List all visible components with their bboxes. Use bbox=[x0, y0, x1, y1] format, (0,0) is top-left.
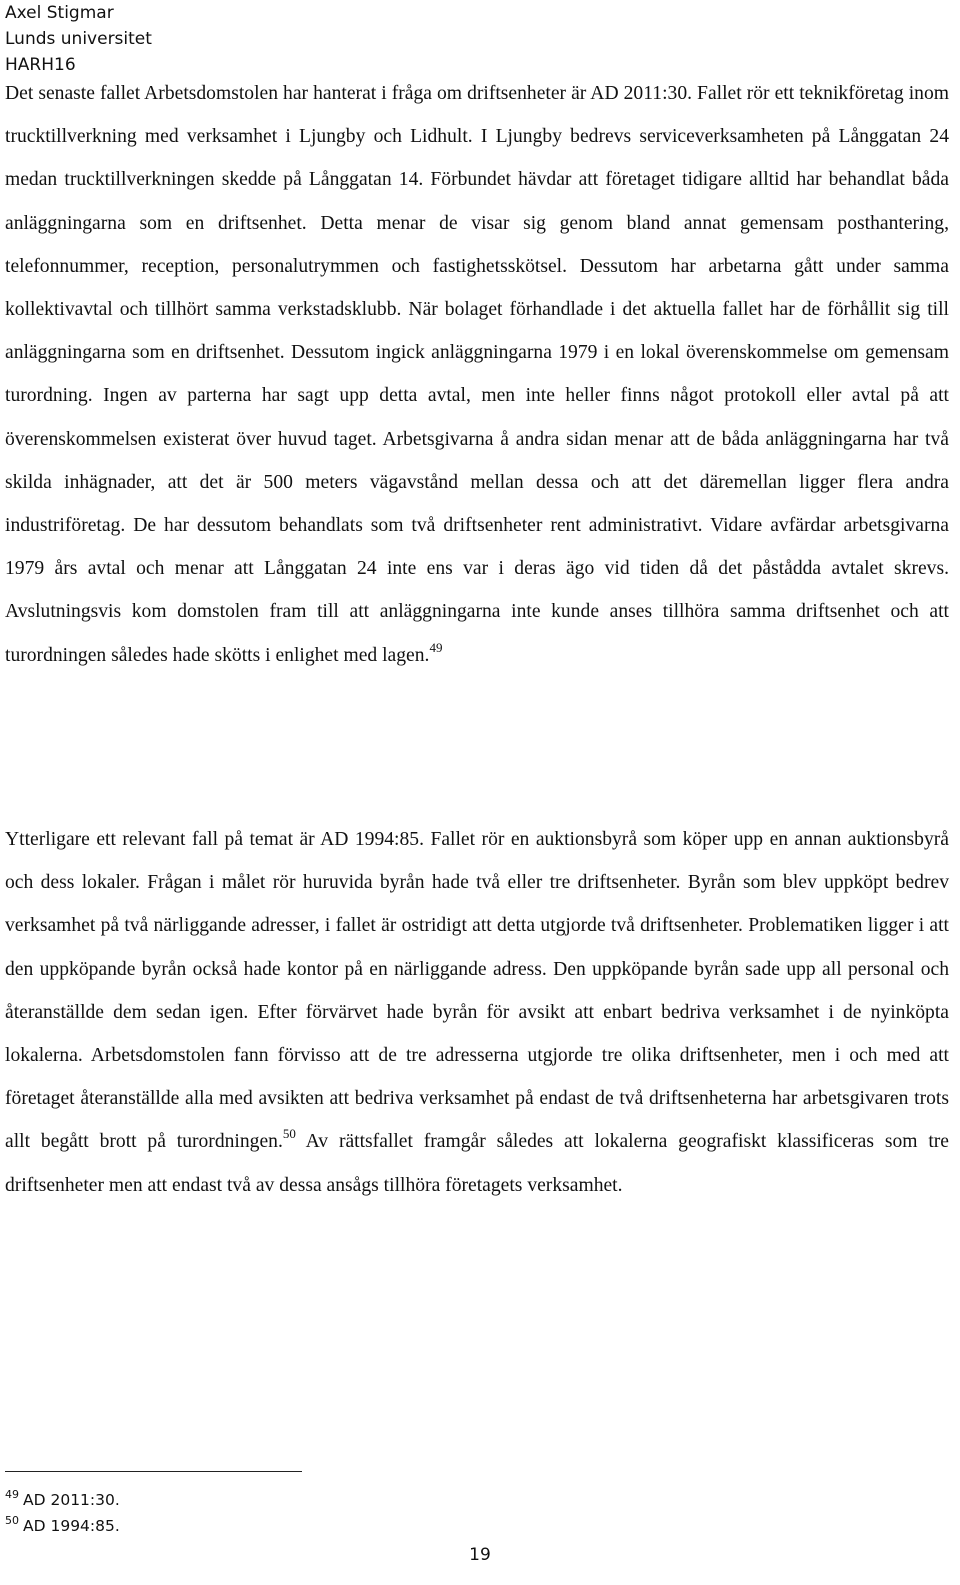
page-header bbox=[5, 0, 152, 78]
footnote-number: 49 bbox=[5, 1488, 19, 1501]
footnotes bbox=[5, 1487, 120, 1539]
header-university: Lunds universitet bbox=[5, 29, 152, 49]
footnote-text: AD 2011:30. bbox=[23, 1491, 120, 1509]
header-author: Axel Stigmar bbox=[5, 3, 114, 23]
page-number: 19 bbox=[469, 1545, 491, 1565]
footnote-item bbox=[5, 1513, 120, 1539]
footnote-reference[interactable]: 49 bbox=[429, 639, 443, 655]
footnote-item bbox=[5, 1487, 120, 1513]
paragraph-text-after: Av rättsfallet framgår således att lokalerna geografiskt klassificeras som tre driftsenheter men att endast två av dessa ansågs tillhöra företagets verksamhet. bbox=[5, 1131, 949, 1196]
footnote-reference[interactable]: 50 bbox=[282, 1126, 296, 1142]
footnote-separator bbox=[5, 1471, 302, 1472]
footnote-text: AD 1994:85. bbox=[23, 1517, 120, 1535]
paragraph-text: Det senaste fallet Arbetsdomstolen har hanterat i fråga om driftsenheter är AD 2011:30. Fallet rör ett teknikföretag inom trucktillverkning med verksamhet i Ljungby och Lidhult. I Ljungby bedrevs serviceverksamheten på Långgatan 24 medan trucktillverkningen skedde på Långgatan 14. Förbundet hävdar att företaget tidigare alltid har behandlat båda anläggningarna som en driftsenhet. Detta menar de visar sig genom bland annat gemensam posthantering, telefonnummer, reception, personalutrymmen och fastighetsskötsel. Dessutom har arbetarna gått under samma kollektivavtal och tillhört samma verkstadsklubb. När bolaget förhandlade i det aktuella fallet har de förhållit sig till anläggningarna som en driftsenhet. Dessutom ingick anläggningarna 1979 i en lokal överenskommelse om gemensam turordning. Ingen av parterna har sagt upp detta avtal, men inte heller finns något protokoll eller avtal på att överenskommelsen existerat över huvud taget. Arbetsgivarna å andra sidan menar att de båda anläggningarna har två skilda inhägnader, att det är 500 meters vägavstånd mellan dessa och att det däremellan ligger flera andra industriföretag. De har dessutom behandlats som två driftsenheter rent administrativt. Vidare avfärdar arbetsgivarna 1979 års avtal och menar att Långgatan 24 inte ens var i deras ägo vid tiden då det påstådda avtalet skrevs. Avslutningsvis kom domstolen fram till att anläggningarna inte kunde anses tillhöra samma driftsenhet och att turordningen således hade skötts i enlighet med lagen. bbox=[5, 83, 949, 666]
header-course: HARH16 bbox=[5, 55, 76, 75]
paragraph-ad-2011-30 bbox=[5, 72, 949, 677]
paragraph-text-before: Ytterligare ett relevant fall på temat är AD 1994:85. Fallet rör en auktionsbyrå som köper upp en annan auktionsbyrå och dess lokaler. Frågan i målet rör huruvida byrån hade två eller tre driftsenheter. Byrån som blev uppköpt bedrev verksamhet på två närliggande adresser, i fallet är ostridigt att detta utgjorde två driftsenheter. Problematiken ligger i att den uppköpande byrån också hade kontor på en närliggande adress. Den uppköpande byrån sade upp all personal och återanställde dem sedan igen. Efter förvärvet hade byrån för avsikt att enbart bedriva verksamhet i de nyinköpta lokalerna. Arbetsdomstolen fann förvisso att de tre adresserna utgjorde tre olika driftsenheter, men i och med att företaget återanställde alla med avsikten att bedriva verksamhet på endast de två driftsenheterna har arbetsgivaren trots allt begått brott på turordningen. bbox=[5, 829, 949, 1153]
footnote-number: 50 bbox=[5, 1514, 19, 1527]
paragraph-ad-1994-85 bbox=[5, 818, 949, 1207]
